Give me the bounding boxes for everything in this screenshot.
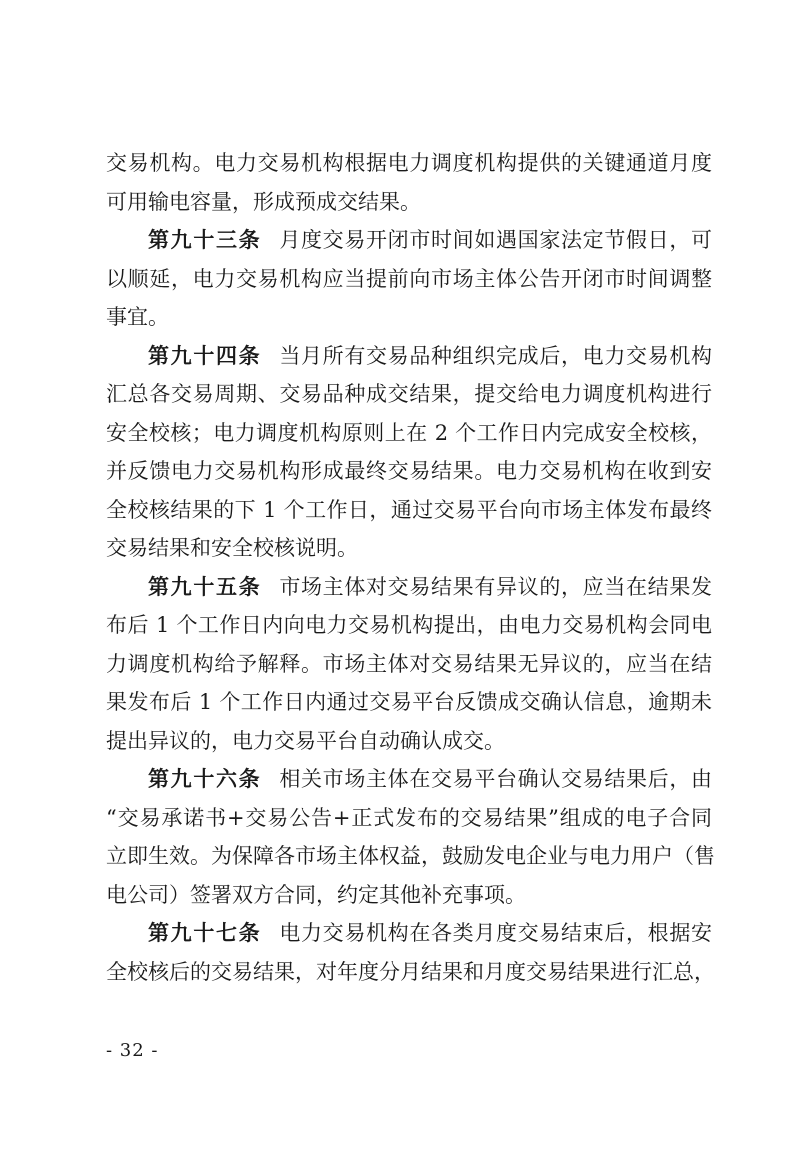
text-line: 电公司）签署双方合同，约定其他补充事项。 (106, 882, 526, 907)
text-line: 果发布后 1 个工作日内通过交易平台反馈成交确认信息，逾期未 (106, 690, 712, 714)
text-line: 以顺延，电力交易机构应当提前向市场主体公告开闭市时间调整 (106, 266, 712, 291)
article-number: 第九十五条 (148, 574, 262, 599)
text-line: 力调度机构给予解释。市场主体对交易结果无异议的，应当在结 (106, 651, 712, 676)
page-number: - 32 - (106, 1040, 159, 1061)
article-95-heading-line (106, 568, 712, 607)
text-line: 全校核结果的下 1 个工作日，通过交易平台向市场主体发布最终 (106, 497, 712, 522)
article-number: 第九十三条 (148, 228, 262, 252)
text-line: 提出异议的，电力交易平台自动确认成交。 (106, 728, 505, 753)
document-page (106, 144, 716, 991)
text-line: 交易机构。电力交易机构根据电力调度机构提供的关键通道月度 (106, 151, 712, 175)
text-line: 电力交易机构在各类月度交易结束后，根据安 (279, 921, 713, 945)
text-line: 全校核后的交易结果，对年度分月结果和月度交易结果进行汇总， (106, 959, 715, 984)
text-line: 事宜。 (106, 305, 169, 329)
text-line: 相关市场主体在交易平台确认交易结果后，由 (279, 767, 713, 791)
text-line: 布后 1 个工作日内向电力交易机构提出，由电力交易机构会同电 (106, 613, 712, 637)
article-94-heading-line (106, 337, 712, 376)
text-line: 可用输电容量，形成预成交结果。 (106, 189, 421, 214)
text-line: 月度交易开闭市时间如遇国家法定节假日，可 (279, 228, 713, 252)
article-number: 第九十七条 (148, 921, 262, 945)
text-line: 交易结果和安全校核说明。 (106, 536, 358, 560)
article-93-heading-line (106, 221, 712, 260)
text-line: “交易承诺书+交易公告+正式发布的交易结果”组成的电子合同 (106, 805, 712, 830)
text-line: 立即生效。为保障各市场主体权益，鼓励发电企业与电力用户（售 (106, 844, 715, 868)
article-number: 第九十六条 (148, 767, 262, 791)
text-line: 当月所有交易品种组织完成后，电力交易机构 (279, 343, 713, 368)
text-line: 安全校核；电力调度机构原则上在 2 个工作日内完成安全校核， (106, 420, 712, 445)
text-line: 汇总各交易周期、交易品种成交结果，提交给电力调度机构进行 (106, 382, 712, 406)
text-line: 并反馈电力交易机构形成最终交易结果。电力交易机构在收到安 (106, 459, 712, 483)
article-97-heading-line (106, 914, 712, 953)
article-96-heading-line (106, 760, 712, 799)
article-number: 第九十四条 (148, 343, 262, 368)
text-line: 市场主体对交易结果有异议的，应当在结果发 (279, 574, 713, 599)
